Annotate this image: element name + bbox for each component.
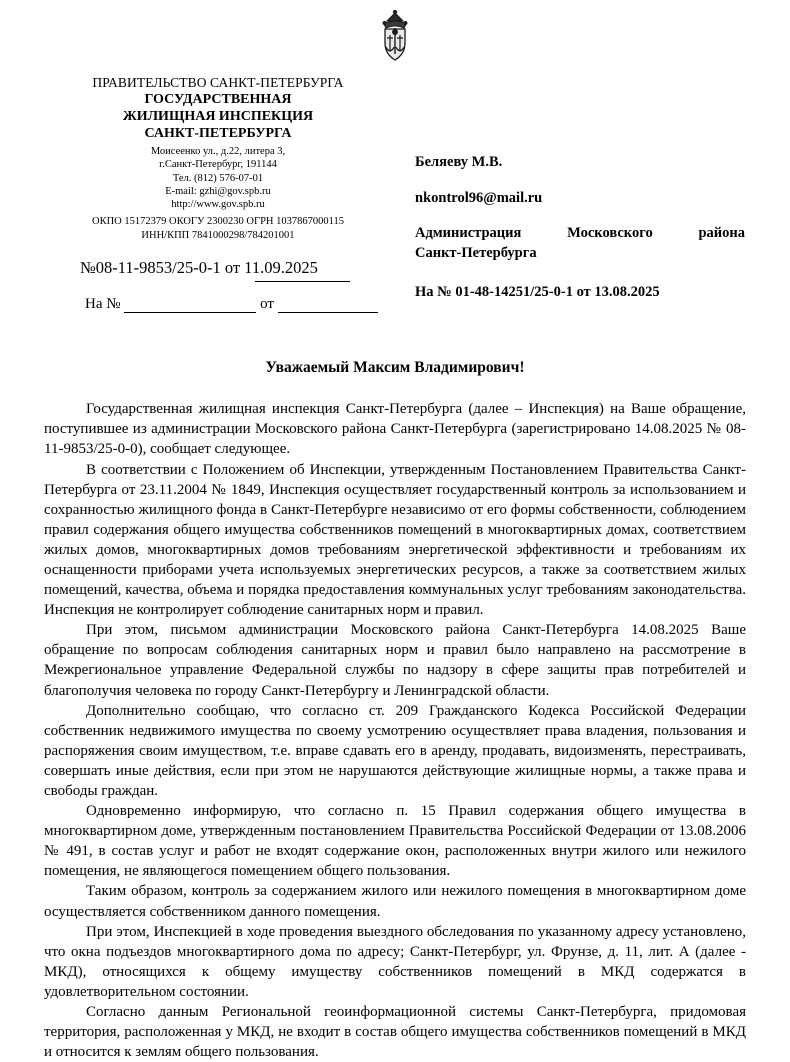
incoming-from-label: от bbox=[260, 296, 274, 313]
paragraph: Одновременно информирую, что согласно п. 15 Правил содержания общего имущества в многоквартирном доме, утвержденным постановлением Правительства Российской Федерации от 13.08.2006 № 491, в состав услуг и работ не входят содержание окон, расположенных внутри жилого или нежилого помещения, не являющегося помещением общего пользования. bbox=[44, 803, 746, 880]
organization-line-1: ГОСУДАРСТВЕННАЯ bbox=[144, 91, 292, 107]
outgoing-number-rule bbox=[255, 280, 350, 282]
paragraph: Государственная жилищная инспекция Санкт-Петербурга (далее – Инспекция) на Ваше обращение, поступившее из администрации Московского района Санкт-Петербурга (зарегистрировано 14.08.2025 № 08-11-9853/25-0-0), сообщает следующее. bbox=[44, 401, 746, 458]
organization-line-2: ЖИЛИЩНАЯ ИНСПЕКЦИЯ bbox=[122, 108, 314, 124]
salutation: Уважаемый Максим Владимирович! bbox=[265, 359, 525, 377]
website-line: http://www.gov.spb.ru bbox=[171, 198, 265, 210]
addressee-organization-line-1: Администрация Московского района bbox=[415, 225, 745, 242]
organization-line-3: САНКТ-ПЕТЕРБУРГА bbox=[144, 125, 292, 141]
codes-line-1: ОКПО 15172379 ОКОГУ 2300230 ОГРН 1037867000115 bbox=[92, 215, 344, 227]
paragraph: При этом, письмом администрации Московского района Санкт-Петербурга 14.08.2025 Ваше обращение по вопросам соблюдения санитарных норм и правил было направлено на рассмотрение в Межрегиональное управление Федеральной службы по надзору в сфере защиты прав потребителей и благополучия человека по городу Санкт-Петербургу и Ленинградской области. bbox=[44, 622, 746, 699]
address-line-1: Моисеенко ул., д.22, литера 3, bbox=[150, 146, 286, 158]
letter-body bbox=[44, 399, 746, 1062]
addressee-block bbox=[415, 153, 745, 303]
addressee-email: nkontrol96@mail.ru bbox=[415, 189, 543, 206]
letterhead-block bbox=[48, 75, 388, 242]
incoming-number-blank bbox=[124, 299, 256, 313]
addressee-organization-line-2: Санкт-Петербурга bbox=[415, 244, 537, 261]
codes-line-2: ИНН/КПП 7841000298/784201001 bbox=[141, 229, 295, 241]
emblem-container bbox=[0, 0, 790, 75]
paragraph: Согласно данным Региональной геоинформационной системы Санкт-Петербурга, придомовая территория, расположенная у МКД, не входит в состав общего имущества собственников помещений в МКД и относится к землям общего пользования. bbox=[44, 1004, 746, 1061]
paragraph: Дополнительно сообщаю, что согласно ст. 209 Гражданского Кодекса Российской Федерации собственник недвижимого имущества по своему усмотрению осуществляет права владения, пользования и распоряжения своим имуществом, т.е. вправе сдавать его в аренду, продавать, видоизменять, перестраивать, совершать иные действия, если при этом не нарушаются действующие жилищные нормы, а также права и свободы граждан. bbox=[44, 702, 746, 799]
paragraph: Таким образом, контроль за содержанием жилого или нежилого помещения в многоквартирном доме осуществляется собственником данного помещения. bbox=[44, 883, 746, 920]
addressee-reference: На № 01-48-14251/25-0-1 от 13.08.2025 bbox=[415, 284, 660, 301]
incoming-date-blank bbox=[278, 299, 378, 313]
government-line: ПРАВИТЕЛЬСТВО САНКТ-ПЕТЕРБУРГА bbox=[92, 75, 344, 90]
coat-of-arms-icon bbox=[364, 8, 426, 70]
addressee-person: Беляеву М.В. bbox=[415, 154, 503, 170]
outgoing-number: №08-11-9853/25-0-1 от 11.09.2025 bbox=[80, 258, 318, 278]
phone-line: Тел. (812) 576-07-01 bbox=[172, 172, 264, 184]
incoming-prefix-label: На № bbox=[85, 296, 121, 313]
email-line: E-mail: gzhi@gov.spb.ru bbox=[165, 185, 271, 197]
address-line-2: г.Санкт-Петербург, 191144 bbox=[159, 159, 277, 171]
paragraph: В соответствии с Положением об Инспекции, утвержденным Постановлением Правительства Санкт-Петербурга от 23.11.2004 № 1849, Инспекция осуществляет государственный контроль за использованием и сохранностью жилищного фонда в Санкт-Петербурге независимо от его формы собственности, соблюдением правил содержания общего имущества собственников помещений в многоквартирных домах, соответствием жилых домов, многоквартирных домов требованиям энергетической эффективности и требованиям их оснащенности приборами учета используемых энергетических ресурсов, а также за соответствием жилых помещений, качества, объема и порядка предоставления коммунальных услуг требованиям законодательства. Инспекция не контролирует соблюдение санитарных норм и правил. bbox=[44, 461, 746, 619]
addressee-organization bbox=[415, 224, 745, 263]
paragraph: При этом, Инспекцией в ходе проведения выездного обследования по указанному адресу установлено, что окна подъездов многоквартирного дома по адресу; Санкт-Петербург, ул. Фрунзе, д. 11, лит. А (далее - МКД), относящихся к общему имуществу собственников помещений в МКД содержатся в удовлетворительном состоянии. bbox=[44, 923, 746, 1000]
